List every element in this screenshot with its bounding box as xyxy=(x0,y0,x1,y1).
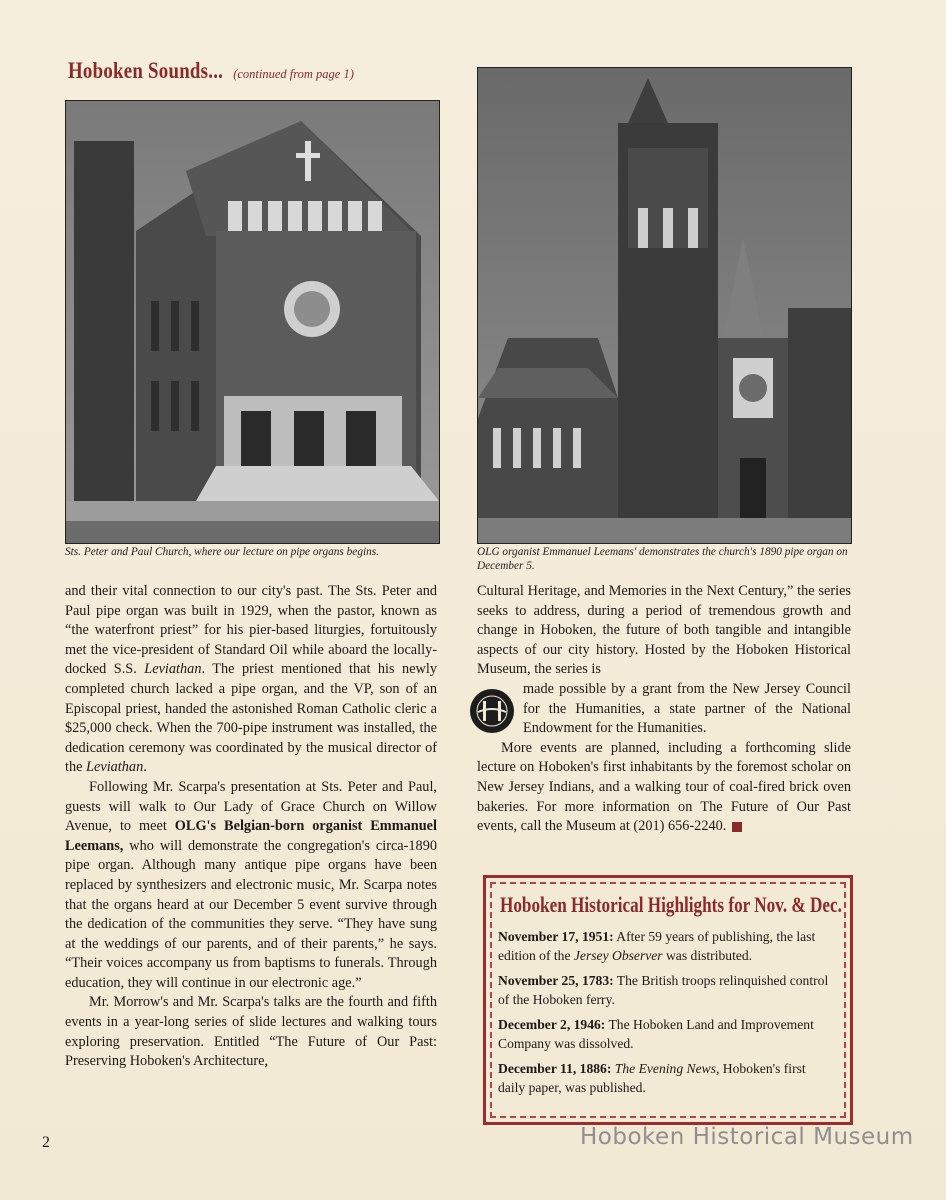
headline xyxy=(68,58,448,84)
highlight-entry: December 2, 1946: The Hoboken Land and Improvement Company was dissolved. xyxy=(498,1017,814,1051)
church-photo-right xyxy=(477,67,852,544)
article-paragraph: Cultural Heritage, and Memories in the Next Century,” the series seeks to address, during a period of tremendous growth and change in Hoboken, the future of both tangible and intangible aspects of our city history. Hosted by the Hoboken Historical Museum, the series is xyxy=(477,583,851,678)
photo-caption-right: OLG organist Emmanuel Leemans' demonstrates the church's 1890 pipe organ on December 5. xyxy=(477,546,848,572)
humanities-council-seal-icon xyxy=(469,688,515,734)
article-column-right xyxy=(477,582,851,837)
article-paragraph: made possible by a grant from the New Jersey Council for the Humanities, a state partner of the National Endowment for the Humanities. xyxy=(523,680,851,737)
article-paragraph: Mr. Morrow's and Mr. Scarpa's talks are the fourth and fifth events in a year-long series of slide lectures and walking tours exploring preservation. Entitled “The Future of Our Past: Preserving Hoboken's Architecture, xyxy=(65,994,437,1070)
article-paragraph: Following Mr. Scarpa's presentation at Sts. Peter and Paul, guests will walk to Our Lady of Grace Church on Willow Avenue, to meet OLG's Belgian-born organist Emmanuel Leemans, who will demonstrate the congregation's circa-1890 pipe organ. Although many antique pipe organs have been replaced by synthesizers and electronic music, Mr. Scarpa notes that the organs heard at our December 5 event survive through the dedication of the communities they serve. “They have sung at the weddings of our parents, and of their parents,” he says. “Their voices accompany us from baptisms to funerals. Through education, they will continue in our electronic age.” xyxy=(65,778,437,991)
headline-title: Hoboken Sounds... xyxy=(68,58,224,83)
highlight-entry: December 11, 1886: The Evening News, Hoboken's first daily paper, was published. xyxy=(498,1061,806,1095)
church-photo-icon xyxy=(66,101,439,543)
historical-highlights-box xyxy=(483,875,853,1125)
highlights-title: Hoboken Historical Highlights for Nov. & Dec. xyxy=(500,892,842,917)
church-photo-left xyxy=(65,100,440,544)
church-photo-icon xyxy=(478,68,851,543)
highlight-entry: November 25, 1783: The British troops relinquished control of the Hoboken ferry. xyxy=(498,973,829,1007)
museum-watermark: Hoboken Historical Museum xyxy=(580,1124,914,1150)
highlight-entry: November 17, 1951: After 59 years of publishing, the last edition of the Jersey Observer was distributed. xyxy=(498,929,816,963)
page-number: 2 xyxy=(42,1134,50,1151)
article-column-left xyxy=(65,582,437,1072)
article-paragraph: and their vital connection to our city's past. The Sts. Peter and Paul pipe organ was built in 1929, when the pastor, known as “the waterfront priest” for his pier-based liturgies, fortuitously met the vice-president of Standard Oil while aboard the locally-docked S.S. Leviathan. The priest mentioned that his newly completed church lacked a pipe organ, and the VP, son of an Episcopal priest, handed the astonished Roman Catholic cleric a $25,000 check. When the 700-pipe instrument was installed, the dedication ceremony was coordinated by the musical director of the Leviathan. xyxy=(65,583,437,776)
end-mark-icon xyxy=(732,822,742,832)
headline-continued: (continued from page 1) xyxy=(233,67,354,81)
photo-caption-left: Sts. Peter and Paul Church, where our lecture on pipe organs begins. xyxy=(65,546,379,558)
article-paragraph: More events are planned, including a forthcoming slide lecture on Hoboken's first inhabitants by the foremost scholar on New Jersey Indians, and a walking tour of coal-fired brick oven bakeries. For more information on The Future of Our Past events, call the Museum at (201) 656-2240. xyxy=(477,739,851,835)
